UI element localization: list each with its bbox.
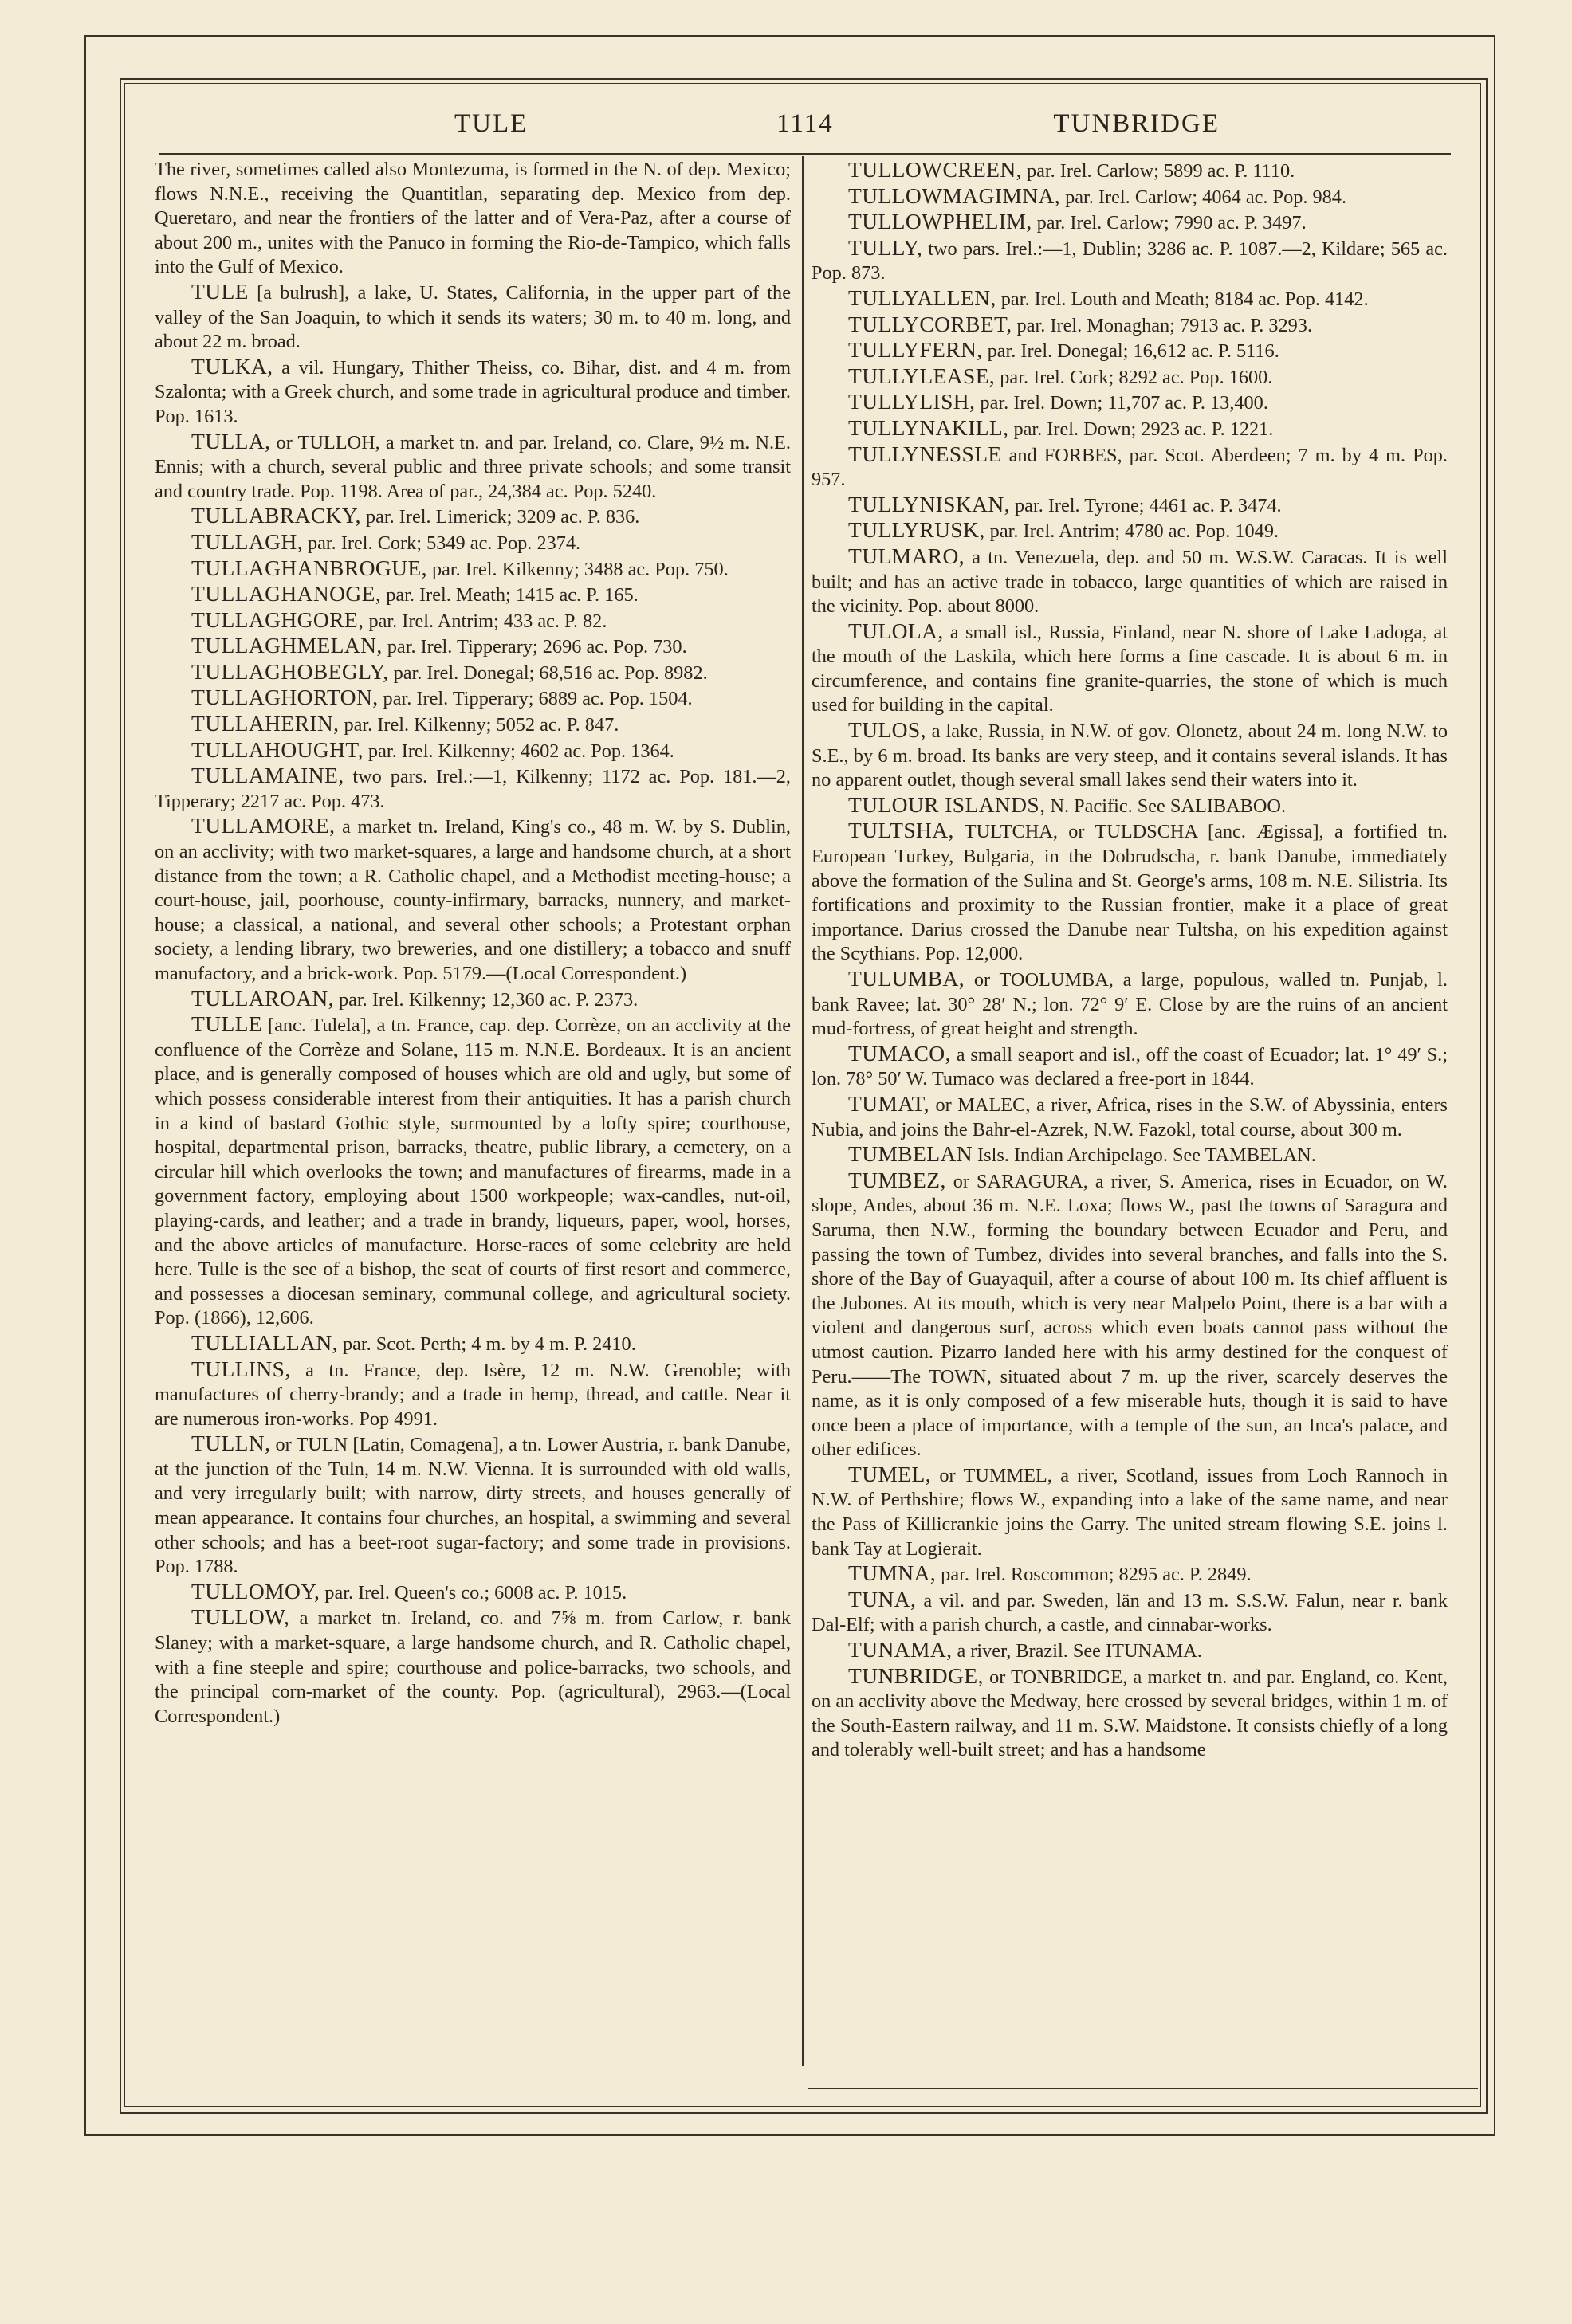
entry-text: a small seaport and isl., off the coast of Ecuador; lat. 1° 49′ S.; lon. 78° 50′ W. Tumaco was declared a free-port in 1844.	[812, 1043, 1448, 1090]
entry-text: or TUMMEL, a river, Scotland, issues from Loch Rannoch in N.W. of Perthshire; flows W., expanding into a lake of the same name, and near the Pass of Killicrankie joins the Garry. The united stream flowing S.E. joins l. bank Tay at Logierait.	[812, 1464, 1448, 1560]
entry-text: or TONBRIDGE, a market tn. and par. England, co. Kent, on an acclivity above the Medway, here crossed by several bridges, within 1 m. of the South-Eastern railway, and 11 m. S.W. Maidstone. It consists chiefly of a long and tolerably well-built street; and has a handsome	[812, 1666, 1448, 1761]
entry-headword: TUMNA,	[848, 1560, 937, 1586]
entry-text: par. Irel. Cork; 8292 ac. Pop. 1600.	[995, 366, 1273, 388]
entry-headword: TULLAHERIN,	[191, 711, 340, 736]
entry-headword: TULKA,	[191, 353, 273, 379]
gazetteer-entry	[812, 390, 1448, 416]
gazetteer-entry	[155, 1331, 791, 1357]
gazetteer-entry	[812, 1588, 1448, 1638]
entry-headword: TULLOWPHELIM,	[848, 209, 1032, 234]
entry-headword: TULLYRUSK,	[848, 517, 985, 543]
gazetteer-entry	[812, 518, 1448, 544]
entry-text: par. Irel. Queen's co.; 6008 ac. P. 1015.	[320, 1581, 627, 1604]
entry-text: The river, sometimes called also Montezuma, is formed in the N. of dep. Mexico; flows N.N.E., receiving the Quantitlan, separating dep. Mexico from dep. Queretaro, and near the frontiers of the latter and of Vera-Paz, after a course of about 200 m., unites with the Panuco in forming the Rio-de-Tampico, which falls into the Gulf of Mexico.	[155, 159, 791, 278]
entry-text: a vil. Hungary, Thither Theiss, co. Bihar, dist. and 4 m. from Szalonta; with a Greek church, and some trade in agricultural produce and timber. Pop. 1613.	[155, 356, 791, 427]
entry-headword: TULLOWCREEN,	[848, 158, 1022, 182]
gazetteer-entry	[155, 987, 791, 1013]
entry-text: par. Irel. Louth and Meath; 8184 ac. Pop. 4142.	[996, 288, 1369, 310]
entry-text: and FORBES, par. Scot. Aberdeen; 7 m. by 4 m. Pop. 957.	[812, 444, 1448, 491]
entry-headword: TULLABRACKY,	[191, 503, 361, 528]
entry-headword: TULLAGHOBEGLY,	[191, 658, 389, 684]
entry-headword: TULLAGHMELAN,	[191, 633, 383, 658]
entry-headword: TULTSHA,	[848, 818, 954, 843]
entry-headword: TULLAGHORTON,	[191, 685, 379, 710]
gazetteer-entry	[812, 1092, 1448, 1142]
entry-text: par. Irel. Donegal; 68,516 ac. Pop. 8982.	[388, 661, 708, 684]
gazetteer-entry	[155, 738, 791, 764]
entry-headword: TUMBELAN	[848, 1141, 973, 1167]
bottom-rule	[808, 2088, 1478, 2089]
entry-text: par. Irel. Carlow; 5899 ac. P. 1110.	[1021, 160, 1295, 182]
gazetteer-entry	[155, 355, 791, 430]
entry-text: two pars. Irel.:—1, Dublin; 3286 ac. P. 1087.—2, Kildare; 565 ac. Pop. 873.	[812, 238, 1448, 285]
entry-text: par. Irel. Meath; 1415 ac. P. 165.	[381, 584, 639, 607]
entry-text: par. Irel. Carlow; 4064 ac. Pop. 984.	[1060, 186, 1347, 208]
gazetteer-entry	[812, 1638, 1448, 1664]
gazetteer-entry	[155, 1605, 791, 1729]
gazetteer-entry	[812, 286, 1448, 312]
gazetteer-entry	[812, 312, 1448, 339]
gazetteer-entry	[155, 280, 791, 355]
gazetteer-entry	[155, 764, 791, 814]
entry-headword: TULUMBA,	[848, 966, 965, 991]
entry-headword: TULLYALLEN,	[848, 285, 996, 310]
gazetteer-entry	[812, 210, 1448, 236]
entry-text: a market tn. Ireland, co. and 7⅝ m. from Carlow, r. bank Slaney; with a market-square, a large handsome church, and R. Catholic chapel, with a fine steeple and spire; courthouse and police-barracks, two schools, and the principal corn-market of the county. Pop. (agricultural), 2963.—(Local Correspondent.)	[155, 1608, 791, 1727]
gazetteer-entry	[155, 1357, 791, 1432]
gazetteer-entry	[812, 1664, 1448, 1763]
gazetteer-entry	[155, 608, 791, 634]
entry-headword: TULLAMORE,	[191, 813, 336, 838]
entry-text: par. Irel. Tyrone; 4461 ac. P. 3474.	[1009, 494, 1282, 516]
entry-headword: TULLA,	[191, 428, 271, 453]
entry-headword: TUMBEZ,	[848, 1167, 946, 1192]
gazetteer-entry	[155, 685, 791, 712]
gazetteer-entry	[812, 442, 1448, 493]
entry-headword: TUMAT,	[848, 1090, 929, 1116]
gazetteer-entry	[812, 1168, 1448, 1462]
entry-text: par. Irel. Down; 11,707 ac. P. 13,400.	[975, 392, 1268, 414]
gazetteer-entry	[155, 660, 791, 686]
entry-text: or TULN [Latin, Comagena], a tn. Lower Austria, r. bank Danube, at the junction of the Tuln, 14 m. N.W. Vienna. It is surrounded with old walls, and very irregularly built; with narrow, dirty streets, and houses generally of mean appearance. It contains four churches, an hospital, a swimming and several other schools; and has a beet-root sugar-factory; and some trade in provisions. Pop. 1788.	[155, 1434, 791, 1578]
entry-text: par. Irel. Carlow; 7990 ac. P. 3497.	[1032, 212, 1307, 234]
entry-headword: TULOUR ISLANDS,	[848, 791, 1046, 817]
entry-headword: TULE	[191, 278, 249, 304]
header-right-word: TUNBRIDGE	[1053, 108, 1220, 138]
gazetteer-entry	[812, 619, 1448, 718]
entry-text: a vil. and par. Sweden, län and 13 m. S.S.W. Falun, near r. bank Dal-Elf; with a parish church, a castle, and cinnabar-works.	[812, 1589, 1448, 1636]
gazetteer-entry	[812, 236, 1448, 286]
right-column	[812, 158, 1448, 2066]
gazetteer-entry	[812, 493, 1448, 519]
gazetteer-entry	[155, 1012, 791, 1331]
gazetteer-entry	[155, 582, 791, 608]
entry-headword: TULOS,	[848, 717, 926, 743]
gazetteer-entry	[812, 1042, 1448, 1092]
entry-text: par. Irel. Antrim; 433 ac. P. 82.	[364, 610, 607, 632]
gazetteer-entry	[812, 1142, 1448, 1168]
entry-headword: TULMARO,	[848, 543, 965, 568]
gazetteer-entry	[812, 338, 1448, 364]
entry-text: par. Irel. Kilkenny; 3488 ac. Pop. 750.	[426, 558, 729, 580]
gazetteer-entry	[812, 1462, 1448, 1561]
entry-headword: TULLYCORBET,	[848, 311, 1012, 336]
gazetteer-entry	[812, 1561, 1448, 1588]
page-number: 1114	[776, 108, 834, 138]
gazetteer-entry	[812, 967, 1448, 1042]
entry-headword: TULLE	[191, 1011, 263, 1037]
entry-headword: TUNBRIDGE,	[848, 1663, 984, 1688]
entry-headword: TUNAMA,	[848, 1637, 953, 1663]
gazetteer-entry	[155, 430, 791, 504]
gazetteer-entry	[155, 530, 791, 556]
entry-headword: TULLYLEASE,	[848, 363, 996, 388]
entry-headword: TULLOMOY,	[191, 1578, 320, 1604]
column-divider	[802, 156, 804, 2066]
entry-headword: TULLIALLAN,	[191, 1329, 338, 1355]
entry-headword: TULLINS,	[191, 1356, 291, 1381]
entry-text: par. Irel. Tipperary; 2696 ac. Pop. 730.	[382, 636, 687, 658]
entry-text: N. Pacific. See SALIBABOO.	[1045, 795, 1287, 817]
entry-text: or TOOLUMBA, a large, populous, walled tn. Punjab, l. bank Ravee; lat. 30° 28′ N.; lon. 72° 9′ E. Close by are the ruins of an ancient mud-fortress, of great height and strength.	[812, 969, 1448, 1040]
entry-headword: TULLYNAKILL,	[848, 414, 1009, 440]
entry-text: par. Irel. Down; 2923 ac. P. 1221.	[1008, 418, 1274, 440]
entry-headword: TULLYNESSLE	[848, 441, 1002, 466]
entry-text: par. Irel. Roscommon; 8295 ac. P. 2849.	[936, 1564, 1252, 1586]
entry-text: par. Irel. Donegal; 16,612 ac. P. 5116.	[982, 340, 1279, 363]
gazetteer-entry	[155, 1431, 791, 1580]
gazetteer-entry	[812, 364, 1448, 391]
entry-text: [a bulrush], a lake, U. States, California, in the upper part of the valley of the San Joaquin, to which it sends its waters; 30 m. to 40 m. long, and about 22 m. broad.	[155, 281, 791, 353]
gazetteer-entry	[155, 504, 791, 530]
gazetteer-entry	[155, 634, 791, 660]
entry-text: TULTCHA, or TULDSCHA [anc. Ægissa], a fortified tn. European Turkey, Bulgaria, in the Dobrudscha, r. bank Danube, immediately above the formation of the Sulina and St. George's arms, 108 m. N.E. Silistria. Its fortifications and proximity to the Russian frontier, make it a place of great importance. Darius crossed the Danube near Tultsha, on his expedition against the Scythians. Pop. 12,000.	[812, 821, 1448, 965]
entry-text: par. Irel. Limerick; 3209 ac. P. 836.	[360, 506, 640, 528]
entry-text: or MALEC, a river, Africa, rises in the S.W. of Abyssinia, enters Nubia, and joins the Bahr-el-Azrek, N.W. Fazokl, total course, about 300 m.	[812, 1093, 1448, 1140]
gazetteer-entry	[155, 1580, 791, 1606]
gazetteer-entry	[812, 718, 1448, 793]
entry-headword: TULLAHOUGHT,	[191, 736, 364, 762]
entry-text: par. Irel. Tipperary; 6889 ac. Pop. 1504.	[378, 688, 693, 710]
entry-text: a tn. Venezuela, dep. and 50 m. W.S.W. Caracas. It is well built; and has an active trade in tobacco, large quantities of which are raised in the vicinity. Pop. about 8000.	[812, 546, 1448, 618]
entry-text: par. Irel. Monaghan; 7913 ac. P. 3293.	[1012, 314, 1313, 336]
gazetteer-entry	[812, 158, 1448, 184]
entry-text: a river, Brazil. See ITUNAMA.	[952, 1640, 1202, 1663]
entry-headword: TUMEL,	[848, 1461, 931, 1486]
header-rule	[159, 153, 1451, 155]
entry-headword: TULLY,	[848, 234, 923, 260]
gazetteer-entry	[155, 158, 791, 280]
entry-headword: TULLAGHANOGE,	[191, 581, 382, 607]
entry-text: a small isl., Russia, Finland, near N. shore of Lake Ladoga, at the mouth of the Laskila, which here forms a fine cascade. It is about 6 m. in circumference, and contains fine granite-quarries, the stone of which is much used for building in the capital.	[812, 621, 1448, 716]
gazetteer-entry	[812, 184, 1448, 210]
entry-headword: TUMACO,	[848, 1040, 951, 1066]
entry-text: par. Irel. Cork; 5349 ac. Pop. 2374.	[302, 532, 581, 554]
entry-text: Isls. Indian Archipelago. See TAMBELAN.	[972, 1144, 1316, 1167]
entry-text: or TULLOH, a market tn. and par. Ireland, co. Clare, 9½ m. N.E. Ennis; with a church, several public and three private schools; and some transit and country trade. Pop. 1198. Area of par., 24,384 ac. Pop. 5240.	[155, 431, 791, 502]
gazetteer-entry	[155, 556, 791, 583]
entry-text: or SARAGURA, a river, S. America, rises in Ecuador, on W. slope, Andes, about 36 m. N.E. Loxa; flows W., past the towns of Saragura and Saruma, then N.W., forming the boundary between Ecuador and Peru, and passing the town of Tumbez, divides into several branches, and falls into the S. shore of the Bay of Guayaquil, after a course of about 100 m. Its chief affluent is the Jubones. At its mouth, which is very near Malpelo Point, there is a bar with a violent and dangerous surf, across which even boats cannot pass without the utmost caution. Pizarro landed here with his army destined for the conquest of Peru.——The TOWN, situated about 7 m. up the river, scarcely deserves the name, as it is only composed of a few miserable huts, though it is said to have once been a place of importance, with a temple of the sun, an Inca's palace, and other edifices.	[812, 1170, 1448, 1461]
gazetteer-entry	[155, 814, 791, 986]
entry-headword: TULLN,	[191, 1431, 271, 1456]
entry-headword: TULLAGHGORE,	[191, 607, 364, 632]
gazetteer-entry	[812, 793, 1448, 819]
entry-text: a lake, Russia, in N.W. of gov. Olonetz, about 24 m. long N.W. to S.E., by 6 m. broad. Its banks are very steep, and it contains several islands. It has no apparent outlet, though several small lakes send their waters into it.	[812, 720, 1448, 791]
running-header	[159, 96, 1451, 151]
entry-headword: TULOLA,	[848, 618, 944, 643]
entry-headword: TULLOW,	[191, 1604, 290, 1630]
entry-text: a market tn. Ireland, King's co., 48 m. W. by S. Dublin, on an acclivity; with two market-squares, a large and handsome church, at a short distance from the town; a R. Catholic chapel, and a Methodist meeting-house; a court-house, jail, poorhouse, county-infirmary, barracks, nunnery, and market-house; a classical, a national, and several other schools; a Protestant orphan society, a lending library, two breweries, and one distillery; a tobacco and snuff manufactory, and a brick-work. Pop. 5179.—(Local Correspondent.)	[155, 816, 791, 984]
entry-headword: TULLOWMAGIMNA,	[848, 183, 1061, 208]
entry-text: par. Irel. Kilkenny; 12,360 ac. P. 2373.	[333, 988, 639, 1011]
gazetteer-entry	[155, 712, 791, 738]
entry-text: two pars. Irel.:—1, Kilkenny; 1172 ac. Pop. 181.—2, Tipperary; 2217 ac. Pop. 473.	[155, 766, 791, 812]
entry-text: par. Scot. Perth; 4 m. by 4 m. P. 2410.	[337, 1333, 636, 1355]
entry-text: par. Irel. Antrim; 4780 ac. Pop. 1049.	[984, 520, 1279, 543]
entry-text: a tn. France, dep. Isère, 12 m. N.W. Grenoble; with manufactures of cherry-brandy; and a trade in hemp, thread, and cattle. Near it are numerous iron-works. Pop 4991.	[155, 1359, 791, 1430]
entry-headword: TULLYFERN,	[848, 337, 983, 363]
entry-headword: TUNA,	[848, 1586, 917, 1611]
entry-text: par. Irel. Kilkenny; 5052 ac. P. 847.	[339, 714, 619, 736]
entry-headword: TULLYLISH,	[848, 389, 976, 414]
entry-text: [anc. Tulela], a tn. France, cap. dep. Corrèze, on an acclivity at the confluence of the Corrèze and Solane, 115 m. N.N.E. Bordeaux. It is an ancient place, and is generally composed of houses which are old and ugly, but some of which possess considerable interest from their antiquities. It has a parish church in a kind of bastard Gothic style, surmounted by a lofty spire; courthouse, hospital, departmental prison, barracks, theatre, public library, a cemetery, on a circular hill which overlooks the town; and manufactures of firearms, made in a government factory, employing about 1500 workpeople; wax-candles, nut-oil, playing-cards, and leather; and a trade in brandy, liqueurs, paper, wool, horses, and the above articles of manufacture. Horse-races of some celebrity are held here. Tulle is the see of a bishop, the seat of courts of first resort and commerce, and possesses a diocesan seminary, communal college, and agricultural society. Pop. (1866), 12,606.	[155, 1015, 791, 1329]
left-column	[155, 158, 791, 2066]
entry-headword: TULLAGH,	[191, 528, 303, 554]
entry-headword: TULLYNISKAN,	[848, 491, 1010, 516]
gazetteer-entry	[812, 416, 1448, 442]
header-left-word: TULE	[454, 108, 529, 138]
gazetteer-entry	[812, 544, 1448, 619]
entry-headword: TULLAROAN,	[191, 985, 334, 1011]
entry-headword: TULLAMAINE,	[191, 763, 344, 788]
gazetteer-entry	[812, 819, 1448, 967]
entry-headword: TULLAGHANBROGUE,	[191, 555, 427, 580]
entry-text: par. Irel. Kilkenny; 4602 ac. Pop. 1364.	[363, 740, 674, 762]
